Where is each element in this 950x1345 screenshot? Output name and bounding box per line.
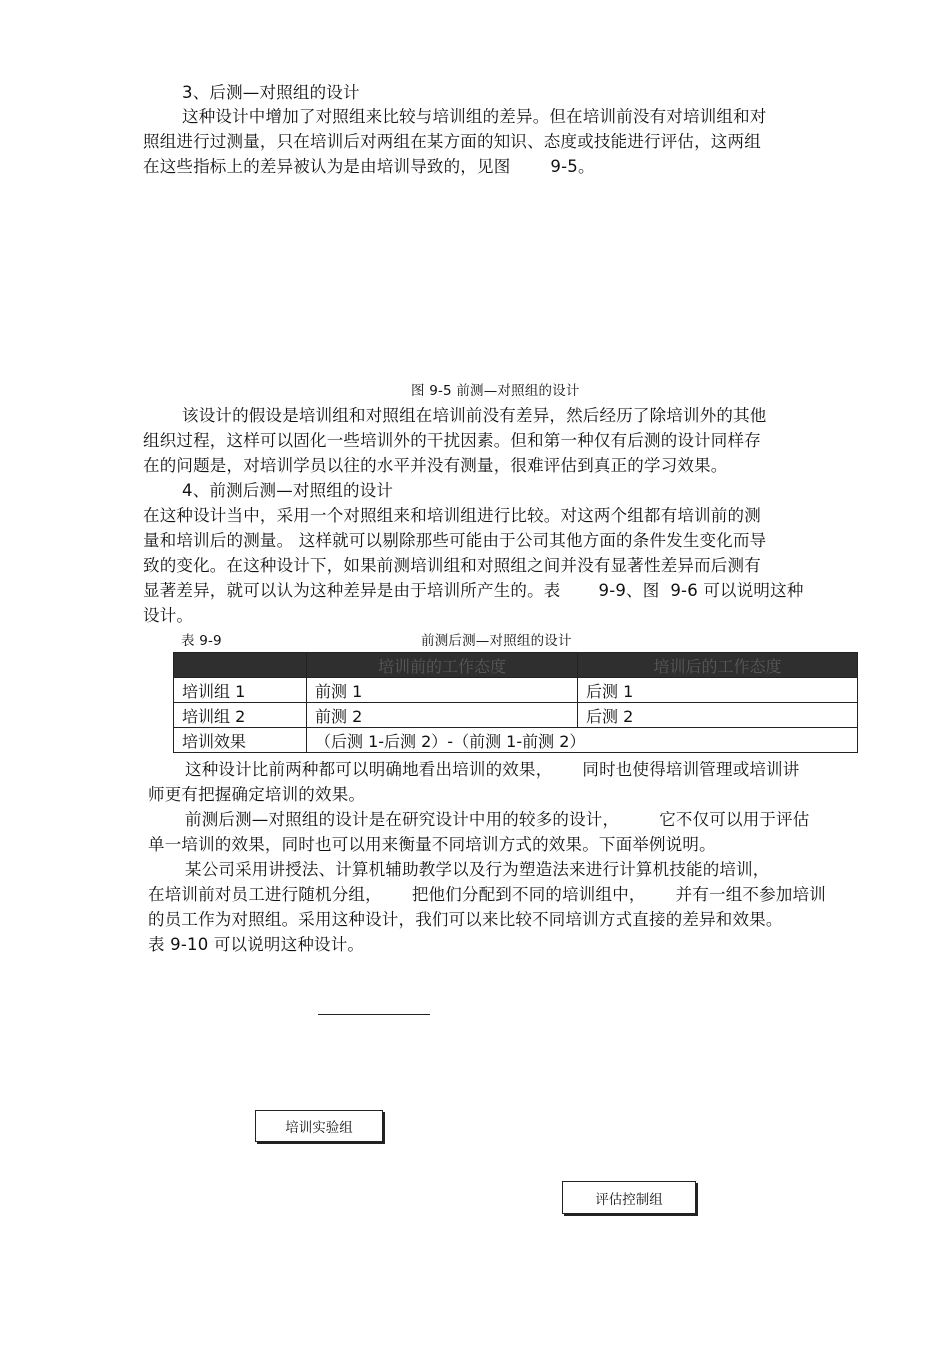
- after-para2-line2: 单一培训的效果，同时也可以用来衡量不同培训方式的效果。下面举例说明。: [148, 835, 716, 854]
- after-para3-line3: 的员工作为对照组。采用这种设计，我们可以来比较不同培训方式直接的差异和效果。: [148, 910, 783, 929]
- table-row: [174, 678, 858, 703]
- section4-para-line2: 量和培训后的测量。 这样就可以剔除那些可能由于公司其他方面的条件发生变化而导: [143, 531, 767, 550]
- section3-para-line1: 这种设计中增加了对照组来比较与培训组的差异。但在培训前没有对培训组和对: [182, 107, 767, 126]
- table-row: [174, 703, 858, 728]
- after-para1-line2: 师更有把握确定培训的效果。: [148, 785, 366, 804]
- figure-9-5-caption: 图 9-5 前测—对照组的设计: [411, 383, 580, 399]
- table-header-cell: [174, 653, 307, 678]
- table-9-9-title: 前测后测—对照组的设计: [421, 633, 572, 649]
- section3-para-line2: 照组进行过测量，只在培训后对两组在某方面的知识、态度或技能进行评估，这两组: [143, 132, 761, 151]
- after-para3-line4: 表 9-10 可以说明这种设计。: [148, 935, 365, 954]
- training-group-box: 培训实验组: [255, 1110, 383, 1142]
- table-9-9-label: 表 9-9: [181, 633, 222, 649]
- diagram-line: [318, 1014, 430, 1015]
- section3-para2-line2: 组织过程，这样可以固化一些培训外的干扰因素。但和第一种仅有后测的设计同样存: [143, 431, 761, 450]
- section4-para-line1: 在这种设计当中，采用一个对照组来和培训组进行比较。对这两个组都有培训前的测: [143, 506, 761, 525]
- table-header-cell: 培训前的工作态度: [307, 653, 578, 678]
- after-para2-line1: 前测后测—对照组的设计是在研究设计中用的较多的设计， 它不仅可以用于评估: [185, 810, 810, 829]
- table-cell: 后测 2: [578, 703, 858, 728]
- control-group-box: 评估控制组: [562, 1181, 696, 1214]
- section4-para-line5: 设计。: [143, 606, 194, 625]
- table-cell: 后测 1: [578, 678, 858, 703]
- section4-heading: 4、前测后测—对照组的设计: [182, 481, 394, 500]
- after-para3-line1: 某公司采用讲授法、计算机辅助教学以及行为塑造法来进行计算机技能的培训，: [185, 860, 770, 879]
- table-header-row: [174, 653, 858, 678]
- table-cell: 前测 2: [307, 703, 578, 728]
- table-cell: 培训效果: [174, 728, 307, 753]
- table-cell: 前测 1: [307, 678, 578, 703]
- section3-para2-line1: 该设计的假设是培训组和对照组在培训前没有差异，然后经历了除培训外的其他: [182, 406, 767, 425]
- table-cell: （后测 1-后测 2）-（前测 1-前测 2）: [307, 728, 858, 753]
- table-cell: 培训组 1: [174, 678, 307, 703]
- table-9-9: [173, 652, 858, 753]
- section3-heading: 3、后测—对照组的设计: [182, 83, 360, 102]
- section3-para2-line3: 在的问题是，对培训学员以往的水平并没有测量，很难评估到真正的学习效果。: [143, 456, 728, 475]
- after-para3-line2: 在培训前对员工进行随机分组， 把他们分配到不同的培训组中， 并有一组不参加培训: [148, 885, 826, 904]
- table-cell: 培训组 2: [174, 703, 307, 728]
- table-header-cell: 培训后的工作态度: [578, 653, 858, 678]
- after-para1-line1: 这种设计比前两种都可以明确地看出培训的效果， 同时也使得培训管理或培训讲: [185, 760, 800, 779]
- section4-para-line3: 致的变化。在这种设计下，如果前测培训组和对照组之间并没有显著性差异而后测有: [143, 556, 761, 575]
- table-row: [174, 728, 858, 753]
- section3-para-line3: 在这些指标上的差异被认为是由培训导致的，见图 9-5。: [143, 157, 595, 176]
- section4-para-line4: 显著差异，就可以认为这种差异是由于培训所产生的。表 9-9、图 9-6 可以说明这种: [143, 581, 804, 600]
